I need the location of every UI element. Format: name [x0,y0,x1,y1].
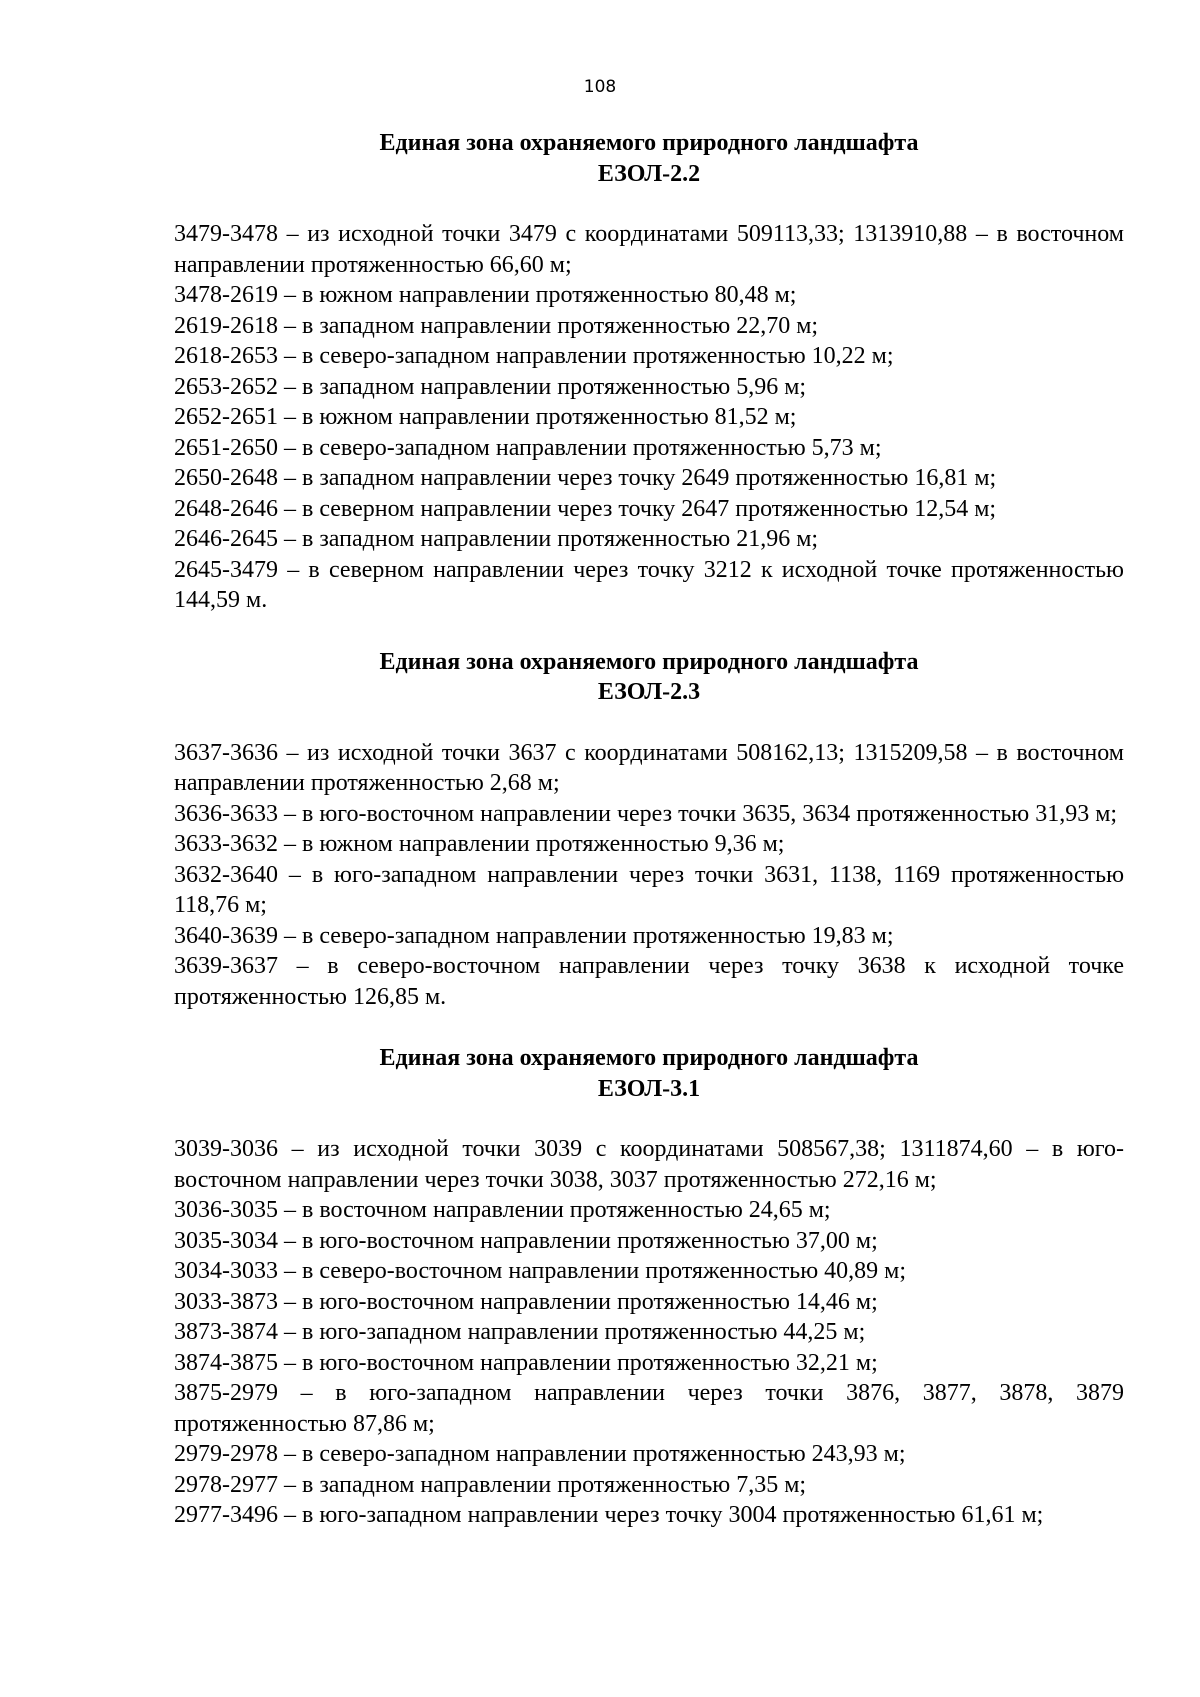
boundary-entry: 2646-2645 – в западном направлении протяженностью 21,96 м; [174,526,819,552]
boundary-entry: 3039-3036 – из исходной точки 3039 с координатами 508567,38; 1311874,60 – в юго-восточном направлении через точки 3038, 3037 протяженностью 272,16 м; [174,1136,1124,1193]
boundary-entry: 3478-2619 – в южном направлении протяженностью 80,48 м; [174,282,797,308]
boundary-entry: 2979-2978 – в северо-западном направлении протяженностью 243,93 м; [174,1441,906,1467]
boundary-entry: 2652-2651 – в южном направлении протяженностью 81,52 м; [174,404,797,430]
boundary-entry: 2650-2648 – в западном направлении через точку 2649 протяженностью 16,81 м; [174,465,997,491]
zone-section-ezol-3-1 [174,1043,1124,1531]
boundary-entry: 3036-3035 – в восточном направлении протяженностью 24,65 м; [174,1197,831,1223]
boundary-entry: 3637-3636 – из исходной точки 3637 с координатами 508162,13; 1315209,58 – в восточном направлении протяженностью 2,68 м; [174,739,1124,796]
boundary-entry: 3633-3632 – в южном направлении протяженностью 9,36 м; [174,831,785,857]
boundary-list [174,219,1124,616]
boundary-entry: 2651-2650 – в северо-западном направлении протяженностью 5,73 м; [174,434,882,461]
boundary-entry: 3639-3637 – в северо-восточном направлении через точку 3638 к исходной точке протяженностью 126,85 м. [174,953,1124,1010]
boundary-entry: 2648-2646 – в северном направлении через точку 2647 протяженностью 12,54 м; [174,495,997,522]
boundary-entry: 2978-2977 – в западном направлении протяженностью 7,35 м; [174,1471,807,1498]
section-heading [174,647,1124,708]
boundary-entry: 2619-2618 – в западном направлении протяженностью 22,70 м; [174,312,819,339]
boundary-entry: 2645-3479 – в северном направлении через точку 3212 к исходной точке протяженностью 144,59 м. [174,556,1124,613]
zone-section-ezol-2-3 [174,647,1124,1013]
document-body [174,128,1124,1531]
boundary-list [174,738,1124,1013]
zone-section-ezol-2-2 [174,128,1124,616]
section-title: Единая зона охраняемого природного ландшафта [379,648,919,675]
boundary-entry: 3875-2979 – в юго-западном направлении через точки 3876, 3877, 3878, 3879 протяженностью 87,86 м; [174,1380,1124,1437]
section-code: ЕЗОЛ-3.1 [597,1075,701,1102]
boundary-entry: 2618-2653 – в северо-западном направлении протяженностью 10,22 м; [174,343,894,369]
boundary-entry: 2977-3496 – в юго-западном направлении через точку 3004 протяженностью 61,61 м; [174,1502,1044,1528]
section-heading [174,1043,1124,1104]
section-code: ЕЗОЛ-2.3 [597,679,701,705]
boundary-entry: 3034-3033 – в северо-восточном направлении протяженностью 40,89 м; [174,1258,907,1284]
section-title: Единая зона охраняемого природного ландшафта [379,1045,919,1071]
section-title: Единая зона охраняемого природного ландшафта [379,130,919,156]
section-heading [174,128,1124,189]
boundary-entry: 2653-2652 – в западном направлении протяженностью 5,96 м; [174,373,807,400]
boundary-entry: 3033-3873 – в юго-восточном направлении протяженностью 14,46 м; [174,1288,878,1315]
boundary-entry: 3035-3034 – в юго-восточном направлении протяженностью 37,00 м; [174,1227,878,1254]
boundary-entry: 3640-3639 – в северо-западном направлении протяженностью 19,83 м; [174,922,894,949]
boundary-entry: 3636-3633 – в юго-восточном направлении через точки 3635, 3634 протяженностью 31,93 м; [174,800,1118,827]
boundary-entry: 3632-3640 – в юго-западном направлении через точки 3631, 1138, 1169 протяженностью 118,76 м; [174,861,1124,918]
boundary-entry: 3874-3875 – в юго-восточном направлении протяженностью 32,21 м; [174,1349,878,1376]
section-code: ЕЗОЛ-2.2 [597,160,701,187]
boundary-entry: 3873-3874 – в юго-западном направлении протяженностью 44,25 м; [174,1319,866,1345]
boundary-entry: 3479-3478 – из исходной точки 3479 с координатами 509113,33; 1313910,88 – в восточном направлении протяженностью 66,60 м; [174,221,1124,278]
boundary-list [174,1134,1124,1531]
page-number: 108 [583,77,617,97]
